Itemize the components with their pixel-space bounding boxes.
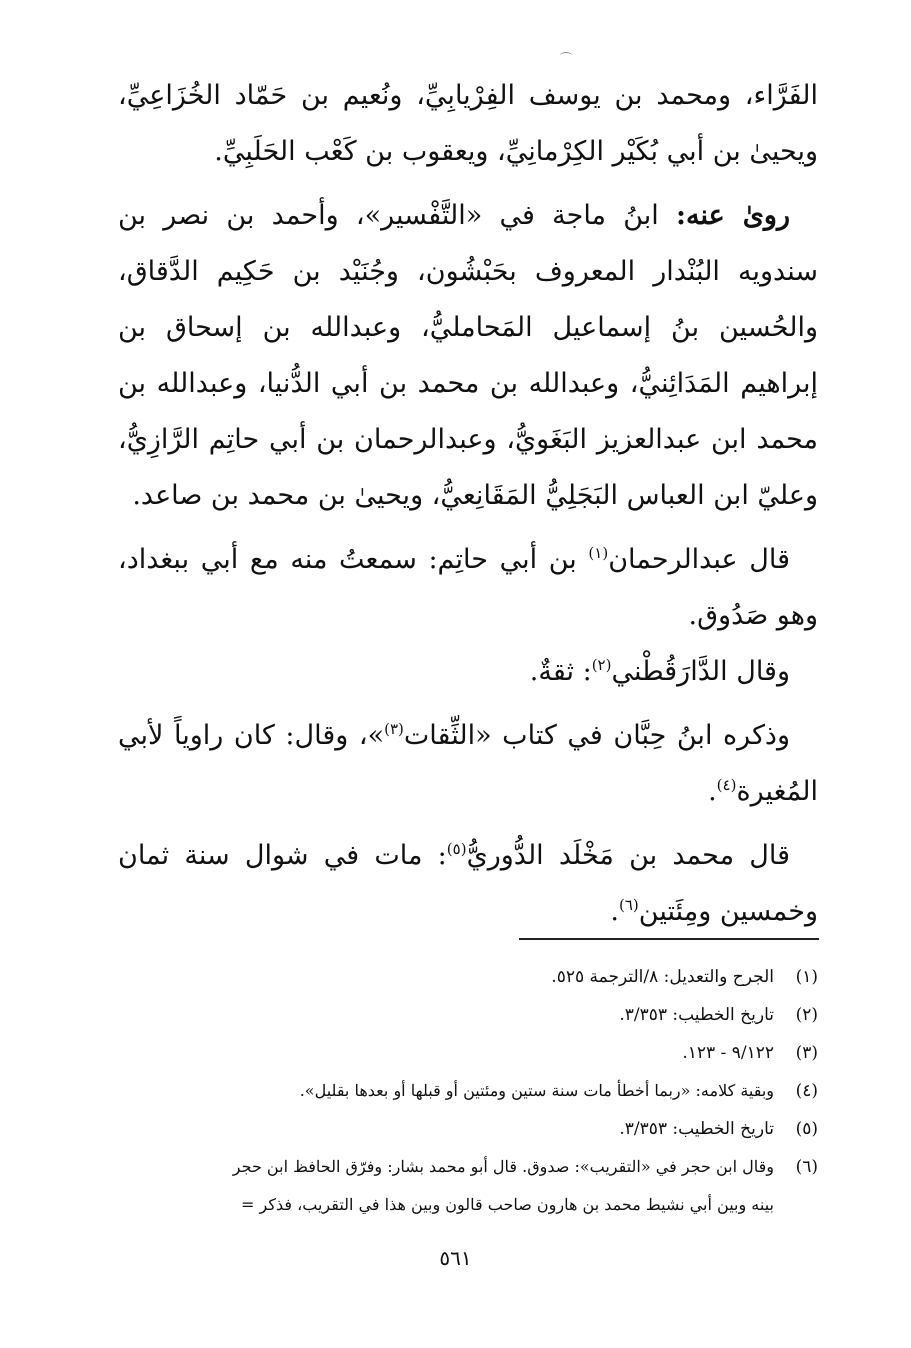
scan-mark xyxy=(560,52,572,59)
footnote-item xyxy=(118,996,818,1034)
footnote-ref[interactable]: (٣) xyxy=(384,720,404,738)
footnote-ref[interactable]: (٢) xyxy=(591,656,612,674)
paragraph-text: بن أبي حاتِم: سمعتُ منه مع أبي ببغداد، وهو صَدُوق. xyxy=(118,544,818,631)
paragraph-text: قال عبدالرحمان xyxy=(608,544,790,575)
footnote-number: (٦) xyxy=(795,1157,818,1177)
paragraph-teachers-continued xyxy=(118,68,818,180)
paragraph-text: الفَرَّاء، ومحمد بن يوسف الفِرْيابِيِّ، ونُعيم بن حَمّاد الخُزَاعِيِّ، ويحيىٰ بن أبي بُكَيْر الكِرْمانِيِّ، ويعقوب بن كَعْب الحَلَبِيِّ. xyxy=(118,80,818,167)
paragraph-text: . xyxy=(610,896,619,927)
footnote-item xyxy=(118,958,818,996)
paragraph-daraqutni-quote xyxy=(118,644,818,700)
paragraph-text: : مات في شوال سنة ثمان وخمسين ومِئَتين xyxy=(118,840,818,927)
footnote-text: تاريخ الخطيب: ٣/٣٥٣. xyxy=(619,1005,774,1025)
paragraph-text: وقال الدَّارَقُطْني xyxy=(611,656,790,687)
footnote-ref[interactable]: (٤) xyxy=(716,776,737,794)
footnote-item xyxy=(118,1110,818,1148)
footnote-item xyxy=(118,1148,818,1186)
footnote-number: (٣) xyxy=(795,1043,818,1063)
paragraph-lead: رویٰ عنه: xyxy=(676,200,791,231)
paragraph-text: »، وقال: كان راوياً لأبي المُغيرة xyxy=(118,720,818,807)
footnote-separator xyxy=(519,938,819,940)
main-text xyxy=(118,68,818,940)
paragraph-narrators xyxy=(118,188,818,524)
footnote-number: (٥) xyxy=(795,1119,818,1139)
footnote-number: (٢) xyxy=(795,1005,818,1025)
paragraph-death-date xyxy=(118,828,818,940)
footnote-ref[interactable]: (١) xyxy=(588,544,609,562)
footnote-continuation: بينه وبين أبي نشيط محمد بن هارون صاحب قالون وبين هذا في التقريب، فذكر = xyxy=(241,1195,774,1214)
footnote-number: (٤) xyxy=(795,1081,818,1101)
footnote-text: وبقية كلامه: «ربما أخطأ مات سنة ستين ومئتين أو قبلها أو بعدها بقليل». xyxy=(299,1081,774,1100)
paragraph-text: قال محمد بن مَخْلَد الدُّوريُّ xyxy=(466,840,790,871)
footnote-text: الجرح والتعديل: ٨/الترجمة ٥٢٥. xyxy=(551,967,774,987)
footnote-text: تاريخ الخطيب: ٣/٣٥٣. xyxy=(619,1119,774,1139)
paragraph-text: : ثقةٌ. xyxy=(529,656,592,687)
paragraph-abdulrahman-quote xyxy=(118,532,818,644)
paragraph-text: . xyxy=(708,776,717,807)
footnote-ref[interactable]: (٥) xyxy=(446,840,467,858)
footnote-ref[interactable]: (٦) xyxy=(619,896,639,914)
footnote-text: وقال ابن حجر في «التقريب»: صدوق. قال أبو محمد بشار: وفرّق الحافظ ابن حجر xyxy=(232,1157,774,1176)
footnote-number: (١) xyxy=(795,967,818,987)
footnote-text: ٩/١٢٢ - ١٢٣. xyxy=(682,1043,774,1063)
page-number: ٥٦١ xyxy=(439,1246,472,1270)
paragraph-ibn-hibban xyxy=(118,708,818,820)
footnote-item xyxy=(118,1072,818,1110)
footnote-item xyxy=(118,1034,818,1072)
footnotes xyxy=(118,958,818,1224)
paragraph-text: ابنُ ماجة في «التَّفْسير»، وأحمد بن نصر بن سندويه البُنْدار المعروف بحَبْشُون، وجُنَيْد بن حَكِيم الدَّقاق، والحُسين بنُ إسماعيل المَحامليُّ، وعبدالله بن إسحاق بن إبراهيم المَدَائِنيُّ، وعبدالله بن محمد بن أبي الدُّنيا، وعبدالله بن محمد ابن عبدالعزيز البَغَويُّ، وعبدالرحمان بن أبي حاتِم الرَّازِيُّ، وعليّ ابن العباس البَجَلِيُّ المَقَانِعيُّ، ويحيىٰ بن محمد بن صاعد. xyxy=(118,200,818,511)
paragraph-text: وذكره ابنُ حِبَّان في كتاب «الثِّقات xyxy=(403,720,790,751)
